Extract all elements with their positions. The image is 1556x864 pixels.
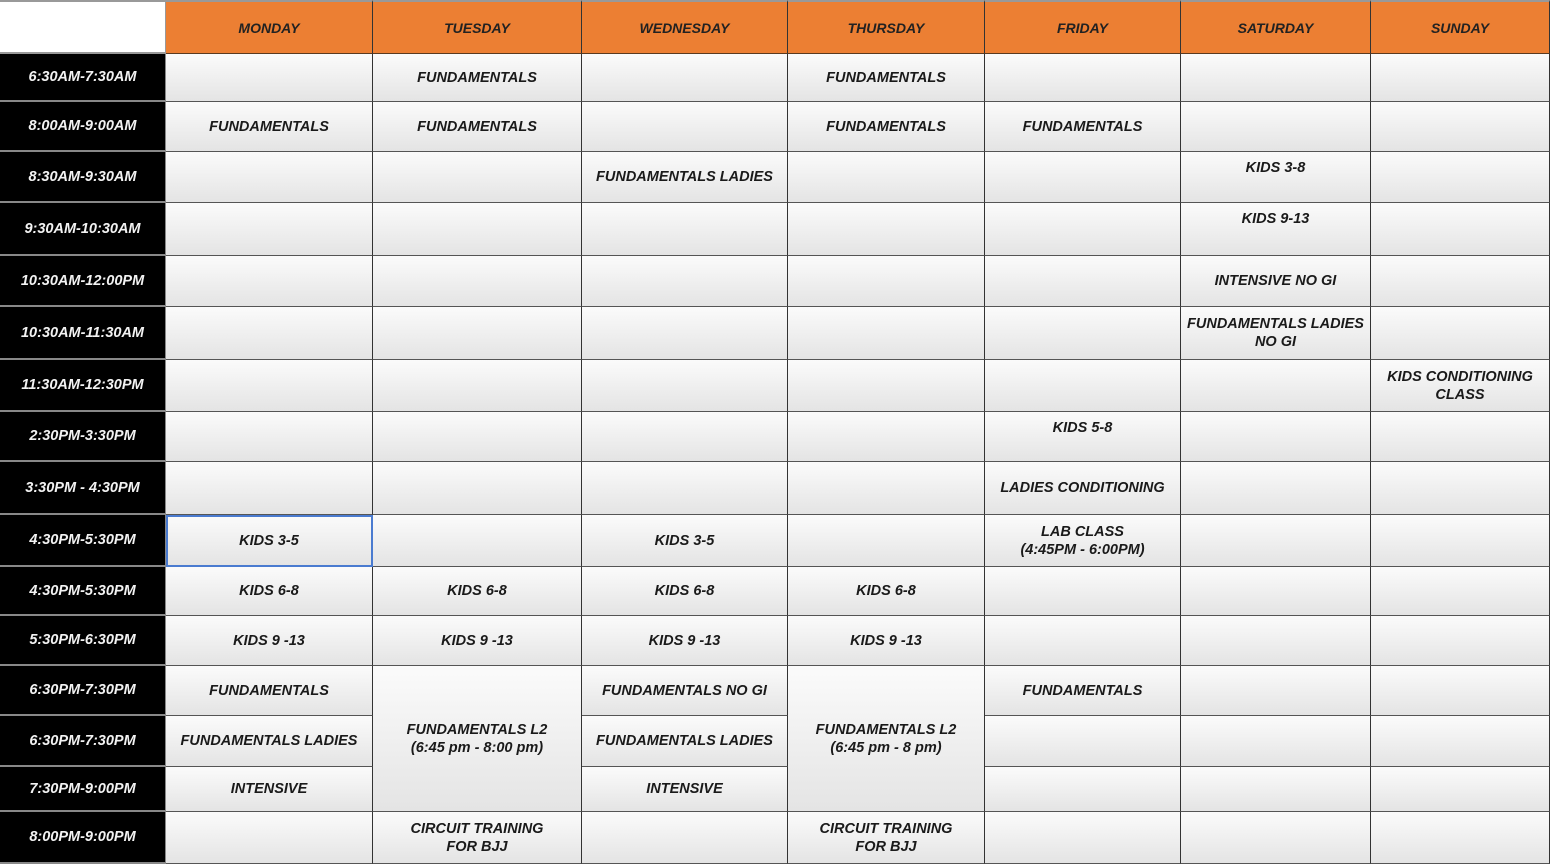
class-cell[interactable]: FUNDAMENTALS	[373, 54, 582, 102]
class-cell[interactable]: KIDS 3-5	[166, 515, 373, 567]
empty-cell[interactable]	[166, 54, 373, 102]
merged-class-cell[interactable]: FUNDAMENTALS L2 (6:45 pm - 8 pm)	[788, 666, 985, 812]
empty-cell[interactable]	[788, 515, 985, 567]
empty-cell[interactable]	[985, 716, 1181, 767]
empty-cell[interactable]	[582, 203, 788, 256]
empty-cell[interactable]	[166, 256, 373, 307]
empty-cell[interactable]	[1181, 462, 1371, 515]
class-cell[interactable]: FUNDAMENTALS	[788, 102, 985, 152]
day-header-saturday: SATURDAY	[1181, 0, 1371, 54]
time-slot-label: 11:30AM-12:30PM	[0, 360, 166, 412]
time-slot-label: 4:30PM-5:30PM	[0, 567, 166, 616]
empty-cell[interactable]	[582, 812, 788, 864]
time-slot-label: 4:30PM-5:30PM	[0, 515, 166, 567]
empty-cell[interactable]	[1371, 152, 1550, 203]
time-slot-label: 8:00PM-9:00PM	[0, 812, 166, 864]
class-cell[interactable]: LADIES CONDITIONING	[985, 462, 1181, 515]
time-slot-label: 6:30AM-7:30AM	[0, 54, 166, 102]
merged-class-cell[interactable]: FUNDAMENTALS L2 (6:45 pm - 8:00 pm)	[373, 666, 582, 812]
time-slot-label: 6:30PM-7:30PM	[0, 666, 166, 716]
class-cell[interactable]: FUNDAMENTALS LADIES	[582, 152, 788, 203]
class-cell[interactable]: CIRCUIT TRAINING FOR BJJ	[373, 812, 582, 864]
empty-cell[interactable]	[788, 412, 985, 462]
empty-cell[interactable]	[1371, 616, 1550, 666]
class-cell[interactable]: KIDS 9 -13	[166, 616, 373, 666]
class-cell[interactable]: FUNDAMENTALS	[985, 102, 1181, 152]
empty-cell[interactable]	[1371, 812, 1550, 864]
day-header-tuesday: TUESDAY	[373, 0, 582, 54]
empty-cell[interactable]	[166, 307, 373, 360]
empty-cell[interactable]	[373, 203, 582, 256]
class-cell[interactable]: KIDS 3-5	[582, 515, 788, 567]
empty-cell[interactable]	[582, 102, 788, 152]
empty-cell[interactable]	[985, 567, 1181, 616]
empty-cell[interactable]	[1181, 767, 1371, 812]
empty-cell[interactable]	[1181, 812, 1371, 864]
empty-cell[interactable]	[1181, 616, 1371, 666]
corner-cell	[0, 0, 166, 54]
class-cell[interactable]: INTENSIVE	[166, 767, 373, 812]
class-cell[interactable]: FUNDAMENTALS LADIES	[166, 716, 373, 767]
time-slot-label: 7:30PM-9:00PM	[0, 767, 166, 812]
empty-cell[interactable]	[166, 412, 373, 462]
empty-cell[interactable]	[985, 616, 1181, 666]
empty-cell[interactable]	[1181, 54, 1371, 102]
empty-cell[interactable]	[582, 256, 788, 307]
class-cell[interactable]: FUNDAMENTALS	[166, 666, 373, 716]
empty-cell[interactable]	[1371, 666, 1550, 716]
class-cell[interactable]: FUNDAMENTALS	[373, 102, 582, 152]
time-slot-label: 10:30AM-12:00PM	[0, 256, 166, 307]
time-slot-label: 6:30PM-7:30PM	[0, 716, 166, 767]
empty-cell[interactable]	[1181, 360, 1371, 412]
day-header-sunday: SUNDAY	[1371, 0, 1550, 54]
empty-cell[interactable]	[1181, 412, 1371, 462]
empty-cell[interactable]	[582, 360, 788, 412]
empty-cell[interactable]	[788, 360, 985, 412]
empty-cell[interactable]	[1371, 716, 1550, 767]
empty-cell[interactable]	[985, 152, 1181, 203]
empty-cell[interactable]	[985, 307, 1181, 360]
empty-cell[interactable]	[1371, 54, 1550, 102]
empty-cell[interactable]	[1371, 462, 1550, 515]
class-cell[interactable]: KIDS 6-8	[373, 567, 582, 616]
class-cell[interactable]: FUNDAMENTALS LADIES NO GI	[1181, 307, 1371, 360]
empty-cell[interactable]	[788, 307, 985, 360]
class-cell[interactable]: KIDS 5-8	[985, 412, 1181, 462]
empty-cell[interactable]	[985, 360, 1181, 412]
class-cell[interactable]: KIDS CONDITIONING CLASS	[1371, 360, 1550, 412]
time-slot-label: 8:30AM-9:30AM	[0, 152, 166, 203]
time-slot-label: 10:30AM-11:30AM	[0, 307, 166, 360]
day-header-monday: MONDAY	[166, 0, 373, 54]
empty-cell[interactable]	[788, 203, 985, 256]
empty-cell[interactable]	[582, 462, 788, 515]
class-cell[interactable]: KIDS 6-8	[166, 567, 373, 616]
class-cell[interactable]: LAB CLASS (4:45PM - 6:00PM)	[985, 515, 1181, 567]
empty-cell[interactable]	[1181, 515, 1371, 567]
class-cell[interactable]: KIDS 9-13	[1181, 203, 1371, 256]
class-cell[interactable]: FUNDAMENTALS LADIES	[582, 716, 788, 767]
empty-cell[interactable]	[788, 256, 985, 307]
class-cell[interactable]: KIDS 6-8	[788, 567, 985, 616]
empty-cell[interactable]	[1371, 102, 1550, 152]
empty-cell[interactable]	[373, 515, 582, 567]
empty-cell[interactable]	[985, 812, 1181, 864]
time-slot-label: 3:30PM - 4:30PM	[0, 462, 166, 515]
class-cell[interactable]: INTENSIVE NO GI	[1181, 256, 1371, 307]
empty-cell[interactable]	[1371, 412, 1550, 462]
empty-cell[interactable]	[373, 412, 582, 462]
empty-cell[interactable]	[166, 203, 373, 256]
empty-cell[interactable]	[373, 307, 582, 360]
class-cell[interactable]: FUNDAMENTALS	[788, 54, 985, 102]
empty-cell[interactable]	[985, 256, 1181, 307]
class-cell[interactable]: KIDS 9 -13	[788, 616, 985, 666]
day-header-wednesday: WEDNESDAY	[582, 0, 788, 54]
empty-cell[interactable]	[788, 152, 985, 203]
empty-cell[interactable]	[166, 462, 373, 515]
empty-cell[interactable]	[1371, 515, 1550, 567]
class-cell[interactable]: CIRCUIT TRAINING FOR BJJ	[788, 812, 985, 864]
empty-cell[interactable]	[1371, 203, 1550, 256]
empty-cell[interactable]	[1181, 716, 1371, 767]
empty-cell[interactable]	[1371, 307, 1550, 360]
class-cell[interactable]: KIDS 6-8	[582, 567, 788, 616]
class-cell[interactable]: FUNDAMENTALS	[985, 666, 1181, 716]
empty-cell[interactable]	[166, 812, 373, 864]
empty-cell[interactable]	[985, 203, 1181, 256]
empty-cell[interactable]	[1181, 567, 1371, 616]
empty-cell[interactable]	[1181, 102, 1371, 152]
empty-cell[interactable]	[985, 54, 1181, 102]
day-header-thursday: THURSDAY	[788, 0, 985, 54]
empty-cell[interactable]	[788, 462, 985, 515]
class-cell[interactable]: KIDS 9 -13	[582, 616, 788, 666]
empty-cell[interactable]	[373, 360, 582, 412]
empty-cell[interactable]	[373, 462, 582, 515]
class-cell[interactable]: KIDS 3-8	[1181, 152, 1371, 203]
class-cell[interactable]: FUNDAMENTALS NO GI	[582, 666, 788, 716]
empty-cell[interactable]	[1371, 567, 1550, 616]
empty-cell[interactable]	[582, 54, 788, 102]
empty-cell[interactable]	[166, 152, 373, 203]
day-header-friday: FRIDAY	[985, 0, 1181, 54]
empty-cell[interactable]	[1181, 666, 1371, 716]
class-cell[interactable]: FUNDAMENTALS	[166, 102, 373, 152]
time-slot-label: 8:00AM-9:00AM	[0, 102, 166, 152]
empty-cell[interactable]	[582, 412, 788, 462]
empty-cell[interactable]	[1371, 767, 1550, 812]
empty-cell[interactable]	[582, 307, 788, 360]
empty-cell[interactable]	[166, 360, 373, 412]
time-slot-label: 9:30AM-10:30AM	[0, 203, 166, 256]
class-cell[interactable]: KIDS 9 -13	[373, 616, 582, 666]
class-cell[interactable]: INTENSIVE	[582, 767, 788, 812]
time-slot-label: 2:30PM-3:30PM	[0, 412, 166, 462]
time-slot-label: 5:30PM-6:30PM	[0, 616, 166, 666]
empty-cell[interactable]	[985, 767, 1181, 812]
empty-cell[interactable]	[1371, 256, 1550, 307]
empty-cell[interactable]	[373, 256, 582, 307]
empty-cell[interactable]	[373, 152, 582, 203]
